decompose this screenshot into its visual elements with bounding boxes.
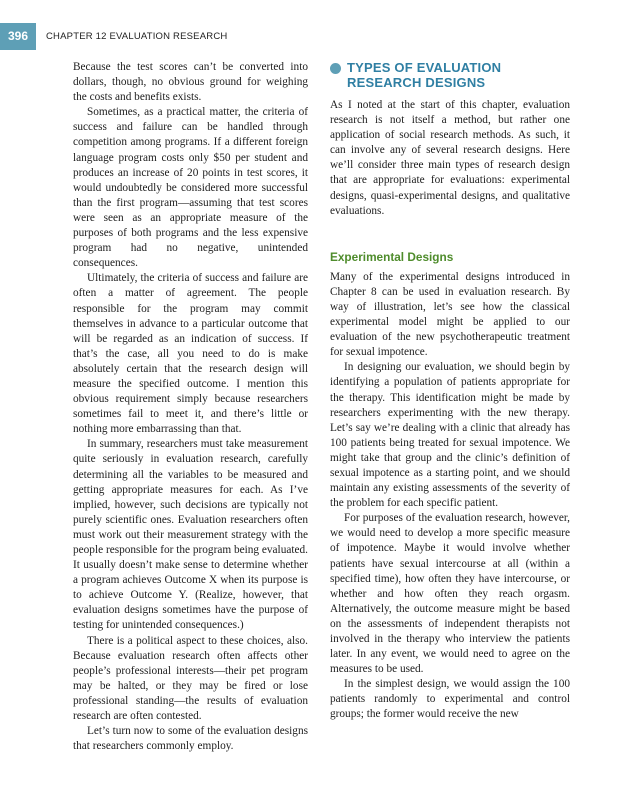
paragraph: Because the test scores can’t be converted into dollars, though, no obvious ground for weighing the costs and benefits exists.: [73, 61, 308, 104]
paragraph: For purposes of the evaluation research, however, we would need to develop a more specific measure of impotence. Maybe it would involve whether patients have sexual intercourse at all (within a specified time), how often they have intercourse, or whether and how often they reach orgasm. Alternatively, the outcome measure might be based on the assessments of independent therapists not involved in the therapy who interview the patients later. In any event, we would need to agree on the measures to be used.: [330, 512, 570, 676]
left-column: [73, 60, 308, 754]
section-intro: As I noted at the start of this chapter, evaluation research is not itself a method, but rather one application of social research methods. As such, it can involve any of several research designs. Here we’ll consider three main types of research design that are appropriate for evaluations: experimental designs, quasi-experimental designs, and qualitative evaluations.: [330, 99, 570, 217]
subsection-heading: Experimental Designs: [330, 249, 454, 264]
paragraph: Sometimes, as a practical matter, the criteria of success and failure can be handled through competition among programs. If a different foreign language program costs only $50 per student and produces an increase of 20 points in test scores, it would undoubtedly be considered more successful than the first program—assuming that test scores were seen as an appropriate measure of the purposes of both programs and the less expensive program had no negative, unintended consequences.: [73, 106, 308, 270]
bullet-dot-icon: [330, 63, 341, 74]
right-column: [330, 60, 570, 723]
paragraph: There is a political aspect to these choices, also. Because evaluation research often affects other people’s professional interests—their pet program may be halted, or they may be fired or lose professional standing—the results of evaluation research are often contested.: [73, 634, 308, 723]
paragraph: In summary, researchers must take measurement quite seriously in evaluation research, carefully determining all the variables to be measured and getting appropriate measures for each. As I’ve implied, however, such decisions are typically not purely scientific ones. Evaluation researchers often must work out their measurement strategy with the people responsible for the program being evaluated. It usually doesn’t make sense to determine whether a program achieves Outcome X when its purpose is to achieve Outcome Y. (Realize, however, that evaluation designs sometimes have the purpose of testing for unintended consequences.): [73, 438, 308, 632]
paragraph: In designing our evaluation, we should begin by identifying a population of patients appropriate for the therapy. This identification might be made by researchers experimenting with the new therapy. Let’s say we’re dealing with a clinic that already has 100 patients being treated for sexual impotence. We might take that group and the clinic’s definition of sexual impotence as a starting point, and we should maintain any existing assessments of the severity of the problem for each specific patient.: [330, 361, 570, 510]
page-header: [0, 23, 636, 50]
paragraph: Let’s turn now to some of the evaluation designs that researchers commonly employ.: [73, 725, 308, 753]
chapter-title: CHAPTER 12 EVALUATION RESEARCH: [46, 31, 228, 42]
paragraph: Many of the experimental designs introduced in Chapter 8 can be used in evaluation research. By way of illustration, let’s see how the classical experimental model might be applied to our evaluation of the new psychotherapeutic treatment for sexual impotence.: [330, 270, 570, 359]
paragraph: In the simplest design, we would assign the 100 patients randomly to experimental and control groups; the former would receive the new: [330, 678, 570, 721]
section-heading-row: [330, 60, 570, 90]
page-number: 396: [0, 23, 36, 50]
paragraph: Ultimately, the criteria of success and failure are often a matter of agreement. The people responsible for the program may commit themselves in advance to a particular outcome that will be regarded as an indication of success. If that’s the case, all you need to do is make absolutely certain that the research design will measure the specified outcome. I mention this obvious requirement simply because researchers sometimes fail to meet it, and there’s little or nothing more embarrassing than that.: [73, 272, 308, 436]
section-heading: TYPES OF EVALUATION RESEARCH DESIGNS: [347, 60, 502, 90]
